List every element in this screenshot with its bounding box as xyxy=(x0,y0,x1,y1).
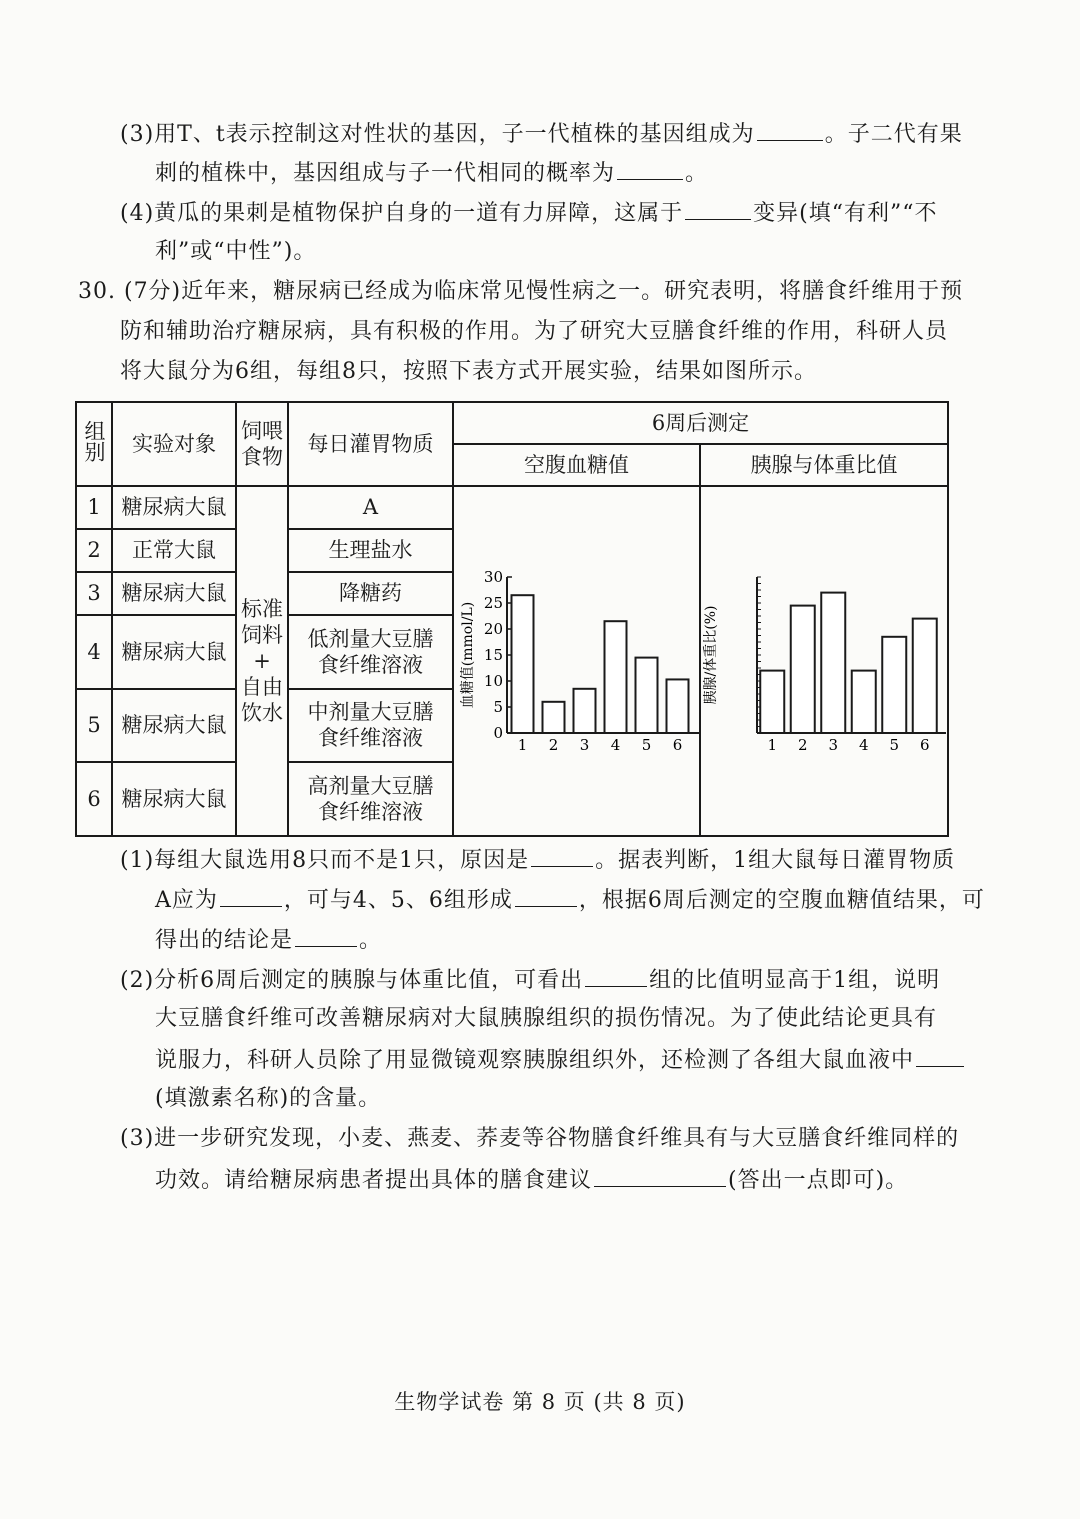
q29-part3-line2 xyxy=(155,157,708,189)
row-group-number: 3 xyxy=(76,572,112,615)
feed-text: + xyxy=(253,649,271,673)
ratio-bar-chart xyxy=(701,487,949,829)
x-tick-label: 3 xyxy=(579,736,590,754)
q30-sub2-line4: (填激素名称)的含量。 xyxy=(155,1086,382,1111)
row-daily: A xyxy=(288,486,453,529)
q30-intro-line1: 30. (7分)近年来，糖尿病已经成为临床常见慢性病之一。研究表明，将膳食纤维用于预 xyxy=(78,279,964,304)
feed-text: 标准 xyxy=(241,597,283,621)
x-tick-label: 3 xyxy=(828,736,839,754)
answer-blank[interactable] xyxy=(515,884,577,907)
x-tick-label: 4 xyxy=(610,736,621,754)
y-tick-label: 25 xyxy=(483,594,503,612)
row-group-number: 4 xyxy=(76,615,112,689)
q29-p3-text2: 刺的植株中，基因组成与子一代相同的概率为 xyxy=(155,161,616,186)
y-tick-label: 5 xyxy=(493,698,503,716)
header-group: 组别 xyxy=(76,402,112,486)
row-group-number: 6 xyxy=(76,762,112,836)
q29-part3-line1 xyxy=(120,118,963,150)
row-group-number: 1 xyxy=(76,486,112,529)
bar xyxy=(605,621,627,733)
row-group-number: 2 xyxy=(76,529,112,572)
x-tick-label: 1 xyxy=(767,736,778,754)
row-group-number: 5 xyxy=(76,689,112,763)
sub-text: (1)每组大鼠选用8只而不是1只，原因是 xyxy=(120,848,530,873)
q29-p3-text-end: 。子二代有果 xyxy=(824,122,963,147)
q29-p4-text: (4)黄瓜的果刺是植物保护自身的一道有力屏障，这属于 xyxy=(120,201,684,226)
row-subject: 糖尿病大鼠 xyxy=(112,689,236,763)
bar xyxy=(821,593,845,733)
x-tick-label: 5 xyxy=(889,736,900,754)
bar xyxy=(636,658,658,733)
y-tick-label: 20 xyxy=(483,620,503,638)
answer-blank[interactable] xyxy=(531,844,593,867)
q30-sub2-line1 xyxy=(120,964,940,996)
feed-cell xyxy=(236,486,288,836)
bar xyxy=(760,671,784,733)
q30-sub3-line1: (3)进一步研究发现，小麦、燕麦、荞麦等谷物膳食纤维具有与大豆膳食纤维同样的 xyxy=(120,1126,960,1151)
header-subject: 实验对象 xyxy=(112,402,236,486)
sub-text: 组的比值明显高于1组，说明 xyxy=(649,968,941,993)
x-tick-label: 6 xyxy=(919,736,930,754)
row-subject: 正常大鼠 xyxy=(112,529,236,572)
q29-p3-text: (3)用T、t表示控制这对性状的基因，子一代植株的基因组成为 xyxy=(120,122,755,147)
sub-text: (答出一点即可)。 xyxy=(728,1168,909,1193)
header-daily: 每日灌胃物质 xyxy=(288,402,453,486)
sub-text: (2)分析6周后测定的胰腺与体重比值，可看出 xyxy=(120,968,584,993)
q30-sub2-line2: 大豆膳食纤维可改善糖尿病对大鼠胰腺组织的损伤情况。为了使此结论更具有 xyxy=(155,1006,938,1031)
x-tick-label: 2 xyxy=(548,736,559,754)
q29-p3-text2-end: 。 xyxy=(685,161,709,186)
feed-text: 饮水 xyxy=(241,701,283,725)
bar xyxy=(913,619,937,733)
q30-sub1-line2 xyxy=(155,884,985,916)
x-tick-label: 2 xyxy=(797,736,808,754)
sub-text: 。 xyxy=(359,928,383,953)
row-subject: 糖尿病大鼠 xyxy=(112,762,236,836)
bar xyxy=(791,606,815,733)
answer-blank[interactable] xyxy=(916,1044,964,1067)
row-daily: 高剂量大豆膳 食纤维溶液 xyxy=(288,762,453,836)
bar xyxy=(852,671,876,733)
row-subject: 糖尿病大鼠 xyxy=(112,572,236,615)
row-subject: 糖尿病大鼠 xyxy=(112,486,236,529)
x-tick-label: 4 xyxy=(858,736,869,754)
answer-blank[interactable] xyxy=(220,884,282,907)
q29-p4-text2: 利”或“中性”)。 xyxy=(155,239,317,264)
y-axis-label: 血糖值(mmol/L) xyxy=(460,601,476,709)
sub-text: ，可与4、5、6组形成 xyxy=(283,888,513,913)
sub-text: 得出的结论是 xyxy=(155,928,294,953)
experiment-table xyxy=(75,401,949,837)
row-daily: 降糖药 xyxy=(288,572,453,615)
x-tick-label: 5 xyxy=(641,736,652,754)
y-tick-label: 0 xyxy=(493,724,503,742)
q29-part4-line2 xyxy=(155,237,316,267)
bar xyxy=(574,689,596,733)
q30-intro-line3: 将大鼠分为6组，每组8只，按照下表方式开展实验，结果如图所示。 xyxy=(120,359,817,384)
y-tick-label: 30 xyxy=(483,568,503,586)
sub-text: 功效。请给糖尿病患者提出具体的膳食建议 xyxy=(155,1168,593,1193)
q30-sub3-line2 xyxy=(155,1164,908,1196)
header-feed: 饲喂食物 xyxy=(236,402,288,486)
sub-text: ，根据6周后测定的空腹血糖值结果，可 xyxy=(578,888,985,913)
feed-text: 自由 xyxy=(241,675,283,699)
answer-blank[interactable] xyxy=(617,157,683,180)
ratio-chart-cell xyxy=(700,486,948,836)
glucose-bar-chart xyxy=(454,487,701,829)
sub-text: 说服力，科研人员除了用显微镜观察胰腺组织外，还检测了各组大鼠血液中 xyxy=(155,1048,915,1073)
bar xyxy=(543,702,565,733)
row-daily: 中剂量大豆膳 食纤维溶液 xyxy=(288,689,453,763)
page-footer: 生物学试卷 第 8 页 (共 8 页) xyxy=(394,1390,686,1414)
q30-intro-line2: 防和辅助治疗糖尿病，具有积极的作用。为了研究大豆膳食纤维的作用，科研人员 xyxy=(120,319,949,344)
row-daily: 生理盐水 xyxy=(288,529,453,572)
q30-sub1-line1 xyxy=(120,844,955,876)
sub-text: 。据表判断，1组大鼠每日灌胃物质 xyxy=(595,848,956,873)
answer-blank[interactable] xyxy=(585,964,647,987)
answer-blank[interactable] xyxy=(594,1164,726,1187)
q29-part4-line1 xyxy=(120,197,938,229)
row-subject: 糖尿病大鼠 xyxy=(112,615,236,689)
glucose-chart-cell xyxy=(453,486,700,836)
row-daily: 低剂量大豆膳 食纤维溶液 xyxy=(288,615,453,689)
y-axis-label: 胰腺/体重比(%) xyxy=(703,605,719,705)
x-tick-label: 1 xyxy=(517,736,528,754)
answer-blank[interactable] xyxy=(685,197,751,220)
answer-blank[interactable] xyxy=(757,118,823,141)
header-ratio: 胰腺与体重比值 xyxy=(700,444,948,486)
q30-sub2-line3 xyxy=(155,1044,966,1076)
bar xyxy=(882,637,906,733)
sub-text: A应为 xyxy=(155,888,218,913)
q29-p4-text-end: 变异(填“有利”“不 xyxy=(753,201,938,226)
y-tick-label: 15 xyxy=(483,646,503,664)
y-tick-label: 10 xyxy=(483,672,503,690)
bar xyxy=(667,679,689,733)
feed-text: 饲料 xyxy=(241,623,283,647)
x-tick-label: 6 xyxy=(672,736,683,754)
bar xyxy=(512,595,534,733)
q30-sub1-line3 xyxy=(155,924,382,956)
header-measure: 6周后测定 xyxy=(453,402,948,444)
header-glucose: 空腹血糖值 xyxy=(453,444,700,486)
answer-blank[interactable] xyxy=(295,924,357,947)
